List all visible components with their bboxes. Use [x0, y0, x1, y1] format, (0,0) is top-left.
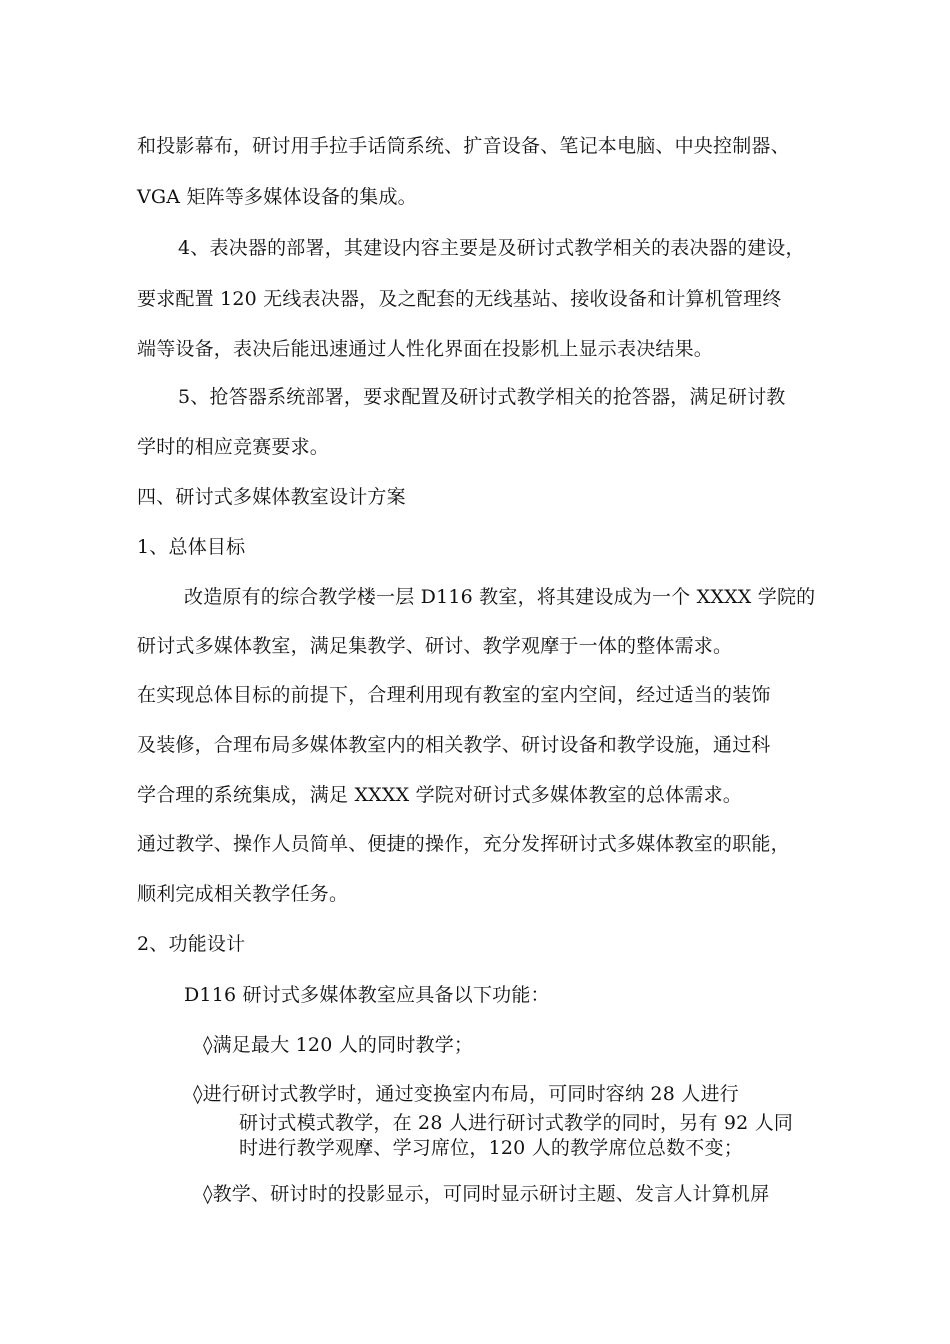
text-line: 顺利完成相关教学任务。	[137, 883, 349, 905]
text-line: D116 研讨式多媒体教室应具备以下功能：	[184, 984, 550, 1006]
text-line: 5、抢答器系统部署，要求配置及研讨式教学相关的抢答器，满足研讨教	[178, 386, 786, 408]
text-line: 端等设备，表决后能迅速通过人性化界面在投影机上显示表决结果。	[137, 338, 714, 360]
list-item-continuation: 时进行教学观摩、学习席位，120 人的教学席位总数不变；	[239, 1137, 743, 1159]
list-item: ◊进行研讨式教学时，通过变换室内布局，可同时容纳 28 人进行	[193, 1083, 739, 1105]
text-line: 研讨式多媒体教室，满足集教学、研讨、教学观摩于一体的整体需求。	[137, 635, 733, 657]
text-line: 通过教学、操作人员简单、便捷的操作，充分发挥研讨式多媒体教室的职能，	[137, 833, 790, 855]
text-line: 和投影幕布，研讨用手拉手话筒系统、扩音设备、笔记本电脑、中央控制器、	[137, 135, 790, 157]
text-line: 4、表决器的部署，其建设内容主要是及研讨式教学相关的表决器的建设，	[178, 237, 805, 259]
list-item-continuation: 研讨式模式教学，在 28 人进行研讨式教学的同时，另有 92 人同	[239, 1112, 794, 1134]
list-item: ◊教学、研讨时的投影显示，可同时显示研讨主题、发言人计算机屏	[203, 1183, 770, 1205]
text-line: 要求配置 120 无线表决器，及之配套的无线基站、接收设备和计算机管理终	[137, 288, 782, 310]
text-line: 在实现总体目标的前提下，合理利用现有教室的室内空间，经过适当的装饰	[137, 684, 771, 706]
text-line: 学合理的系统集成，满足 XXXX 学院对研讨式多媒体教室的总体需求。	[137, 784, 742, 806]
subsection-heading: 2、功能设计	[137, 933, 246, 955]
text-line: 及装修，合理布局多媒体教室内的相关教学、研讨设备和教学设施，通过科	[137, 734, 771, 756]
text-line: 改造原有的综合教学楼一层 D116 教室，将其建设成为一个 XXXX 学院的	[184, 586, 816, 608]
subsection-heading: 1、总体目标	[137, 536, 246, 558]
list-item: ◊满足最大 120 人的同时教学；	[203, 1034, 474, 1056]
section-heading: 四、研讨式多媒体教室设计方案	[137, 486, 406, 508]
text-line: 学时的相应竞赛要求。	[137, 436, 330, 458]
text-line: VGA 矩阵等多媒体设备的集成。	[137, 186, 417, 208]
